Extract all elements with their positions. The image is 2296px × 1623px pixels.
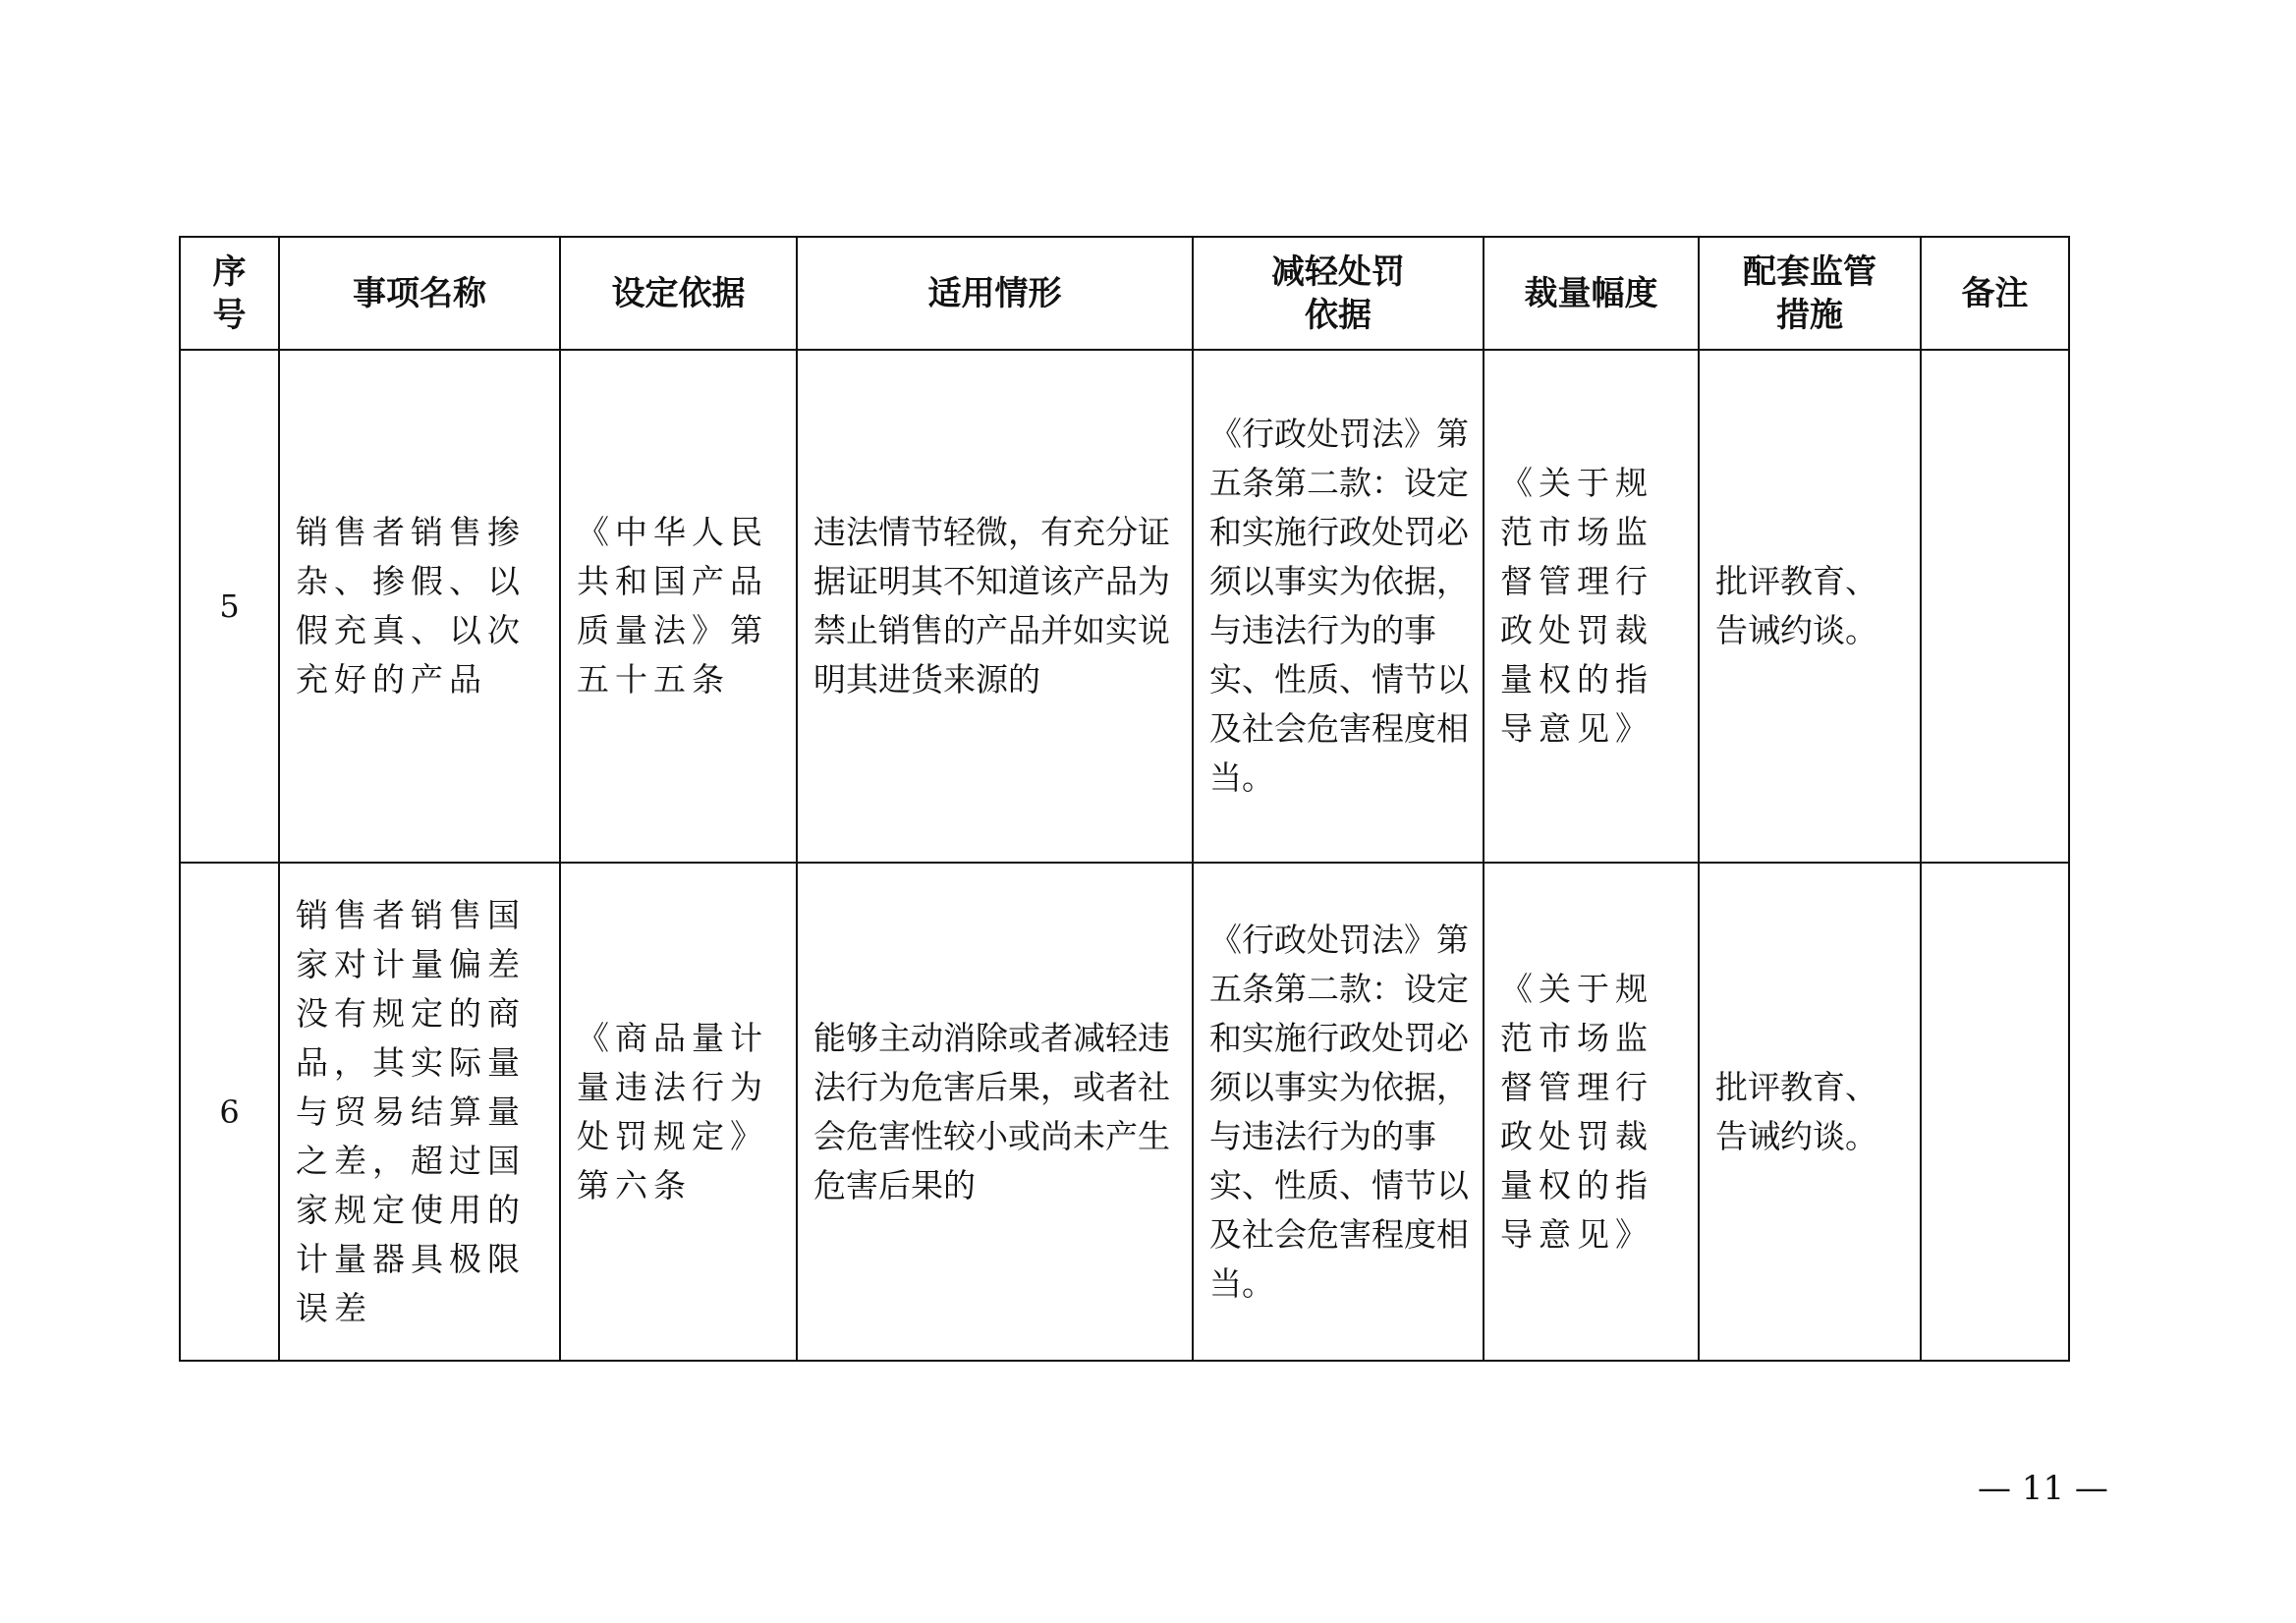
penalty-table (179, 236, 2070, 1362)
header-seq-label: 序 号 (212, 252, 247, 335)
header-situation (797, 237, 1193, 350)
cell-measures-text: 批评教育、告诫约谈。 (1715, 1067, 1877, 1155)
header-range (1484, 237, 1699, 350)
header-range-label: 裁量幅度 (1524, 273, 1658, 313)
cell-basis (560, 863, 797, 1361)
cell-situation-text: 能够主动消除或者减轻违法行为危害后果，或者社会危害性较小或尚未产生危害后果的 (813, 1018, 1170, 1204)
cell-situation (797, 863, 1193, 1361)
header-reduce-basis-label: 减轻处罚 依据 (1271, 252, 1405, 335)
cell-measures (1699, 863, 1921, 1361)
cell-range-text: 《关于规范市场监督管理行政处罚裁量权的指导意见》 (1500, 464, 1653, 748)
cell-name-text: 销售者销售国家对计量偏差没有规定的商品，其实际量与贸易结算量之差，超过国家规定使用的计量器具极限误差 (296, 895, 526, 1327)
cell-measures (1699, 350, 1921, 863)
header-reduce-basis (1193, 237, 1484, 350)
header-measures (1699, 237, 1921, 350)
table-header-row (180, 237, 2069, 350)
header-name (279, 237, 560, 350)
cell-reduce-basis (1193, 863, 1484, 1361)
table-row (180, 863, 2069, 1361)
cell-reduce-basis (1193, 350, 1484, 863)
cell-situation (797, 350, 1193, 863)
cell-name (279, 350, 560, 863)
cell-remarks (1921, 863, 2069, 1361)
cell-range-text: 《关于规范市场监督管理行政处罚裁量权的指导意见》 (1500, 969, 1653, 1254)
page-number: — 11 — (1978, 1469, 2108, 1508)
cell-basis (560, 350, 797, 863)
cell-basis-text: 《中华人民共和国产品质量法》第五十五条 (577, 513, 768, 699)
header-basis-label: 设定依据 (611, 273, 746, 313)
cell-remarks (1921, 350, 2069, 863)
cell-reduce-basis-text: 《行政处罚法》第五条第二款：设定和实施行政处罚必须以事实为依据，与违法行为的事实、性质、情节以及社会危害程度相当。 (1209, 415, 1469, 797)
cell-name-text: 销售者销售掺杂、掺假、以假充真、以次充好的产品 (296, 513, 526, 699)
cell-range (1484, 350, 1699, 863)
cell-reduce-basis-text: 《行政处罚法》第五条第二款：设定和实施行政处罚必须以事实为依据，与违法行为的事实、性质、情节以及社会危害程度相当。 (1209, 920, 1469, 1303)
header-remarks-label: 备注 (1961, 273, 2029, 313)
cell-situation-text: 违法情节轻微，有充分证据证明其不知道该产品为禁止销售的产品并如实说明其进货来源的 (813, 513, 1170, 699)
header-name-label: 事项名称 (353, 273, 486, 313)
cell-name (279, 863, 560, 1361)
cell-measures-text: 批评教育、告诫约谈。 (1715, 562, 1877, 649)
table-row (180, 350, 2069, 863)
header-basis (560, 237, 797, 350)
cell-basis-text: 《商品量计量违法行为处罚规定》第六条 (577, 1018, 768, 1204)
header-situation-label: 适用情形 (927, 273, 1062, 313)
cell-seq: 5 (180, 350, 279, 863)
header-measures-label: 配套监管 措施 (1743, 252, 1876, 335)
cell-range (1484, 863, 1699, 1361)
header-remarks (1921, 237, 2069, 350)
header-seq (180, 237, 279, 350)
cell-seq: 6 (180, 863, 279, 1361)
